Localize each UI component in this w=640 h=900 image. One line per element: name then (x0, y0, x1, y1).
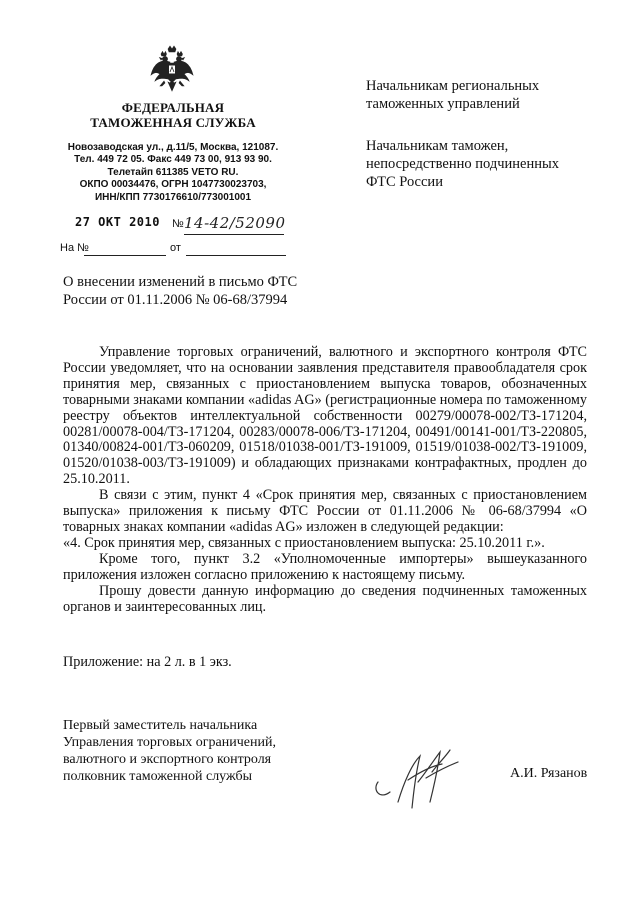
signer-title-line: Управления торговых ограничений, (63, 735, 276, 750)
signature-icon (368, 742, 468, 820)
reference-date-label: от (170, 242, 181, 254)
signer-title-line: валютного и экспортного контроля (63, 752, 272, 767)
okpo-line: ОКПО 00034476, ОГРН 1047730023703, (79, 179, 267, 191)
addressee-line: ФТС России (366, 174, 443, 190)
registration-number: 14-42/52090 (184, 214, 286, 232)
addressee-regional-administrations (366, 77, 606, 113)
addressee-customs-offices (366, 137, 606, 191)
registration-number-label: № (172, 218, 184, 230)
addressee-line: Начальникам таможен, (366, 138, 509, 154)
agency-name-line1: ФЕДЕРАЛЬНАЯ (121, 100, 225, 115)
addressee-line: Начальникам региональных (366, 78, 540, 94)
phone-line: Тел. 449 72 05. Факс 449 73 00, 913 93 90. (74, 154, 272, 166)
registration-date: 27 ОКТ 2010 (75, 215, 160, 229)
addressee-line: таможенных управлений (366, 96, 520, 112)
registration-number-underline (184, 234, 284, 235)
reference-date-blank (186, 255, 286, 256)
teletype-line: Телетайп 611385 VETO RU. (107, 166, 239, 178)
letter-body (63, 345, 587, 615)
body-paragraph: Кроме того, пункт 3.2 «Уполномоченные импортеры» вышеуказанного приложения изложен согласно приложению к настоящему письму. (63, 550, 587, 583)
agency-name-line2: ТАМОЖЕННАЯ СЛУЖБА (90, 115, 256, 130)
subject-line: О внесении изменений в письмо ФТС (63, 274, 298, 290)
subject-line: России от 01.11.2006 № 06-68/37994 (63, 292, 288, 308)
agency-contacts (58, 142, 288, 204)
attachment-note: Приложение: на 2 л. в 1 экз. (63, 654, 232, 670)
signer-title-line: полковник таможенной службы (63, 769, 253, 784)
inn-line: ИНН/КПП 7730176610/773001001 (94, 191, 252, 203)
signer-name: А.И. Рязанов (510, 766, 588, 781)
signer-title (63, 717, 333, 785)
body-paragraph: Прошу довести данную информацию до сведения подчиненных таможенных органов и заинтересованных лиц. (63, 582, 587, 615)
signer-title-line: Первый заместитель начальника (63, 718, 258, 733)
letter-subject (63, 273, 323, 309)
address-line: Новозаводская ул., д.11/5, Москва, 121087. (67, 142, 279, 153)
addressee-line: непосредственно подчиненных (366, 156, 559, 172)
body-paragraph: В связи с этим, пункт 4 «Срок принятия мер, связанных с приостановлением выпуска» приложения к письму ФТС России от 01.11.2006 № 06-68/37994 «О товарных знаках компании «adidas AG» изложен в следующей редакции: (63, 487, 587, 535)
body-paragraph: Управление торговых ограничений, валютного и экспортного контроля ФТС России уведомляет, что на основании заявления представителя правообладателя срок принятия мер, связанных с приостановлением выпуска товаров, обозначенных товарными знаками компании «adidas AG» (регистрационные номера по таможенному реестру объектов интеллектуальной собственности 00279/00078-002/ТЗ-171204, 00281/00078-004/ТЗ-171204, 00283/00078-006/ТЗ-171204, 00491/00141-001/ТЗ-220805, 01340/00824-001/ТЗ-060209, 01518/01038-001/ТЗ-191009, 01519/01038-002/ТЗ-191009, 01520/01038-003/ТЗ-191009) и обладающих признаками контрафактных, продлен до 25.10.2011. (63, 344, 587, 488)
reference-number-label: На № (60, 242, 89, 254)
agency-name (78, 100, 268, 130)
body-paragraph: «4. Срок принятия мер, связанных с приостановлением выпуска: 25.10.2011 г.». (63, 534, 545, 551)
double-headed-eagle-icon (149, 45, 195, 95)
reference-number-blank (84, 255, 166, 256)
